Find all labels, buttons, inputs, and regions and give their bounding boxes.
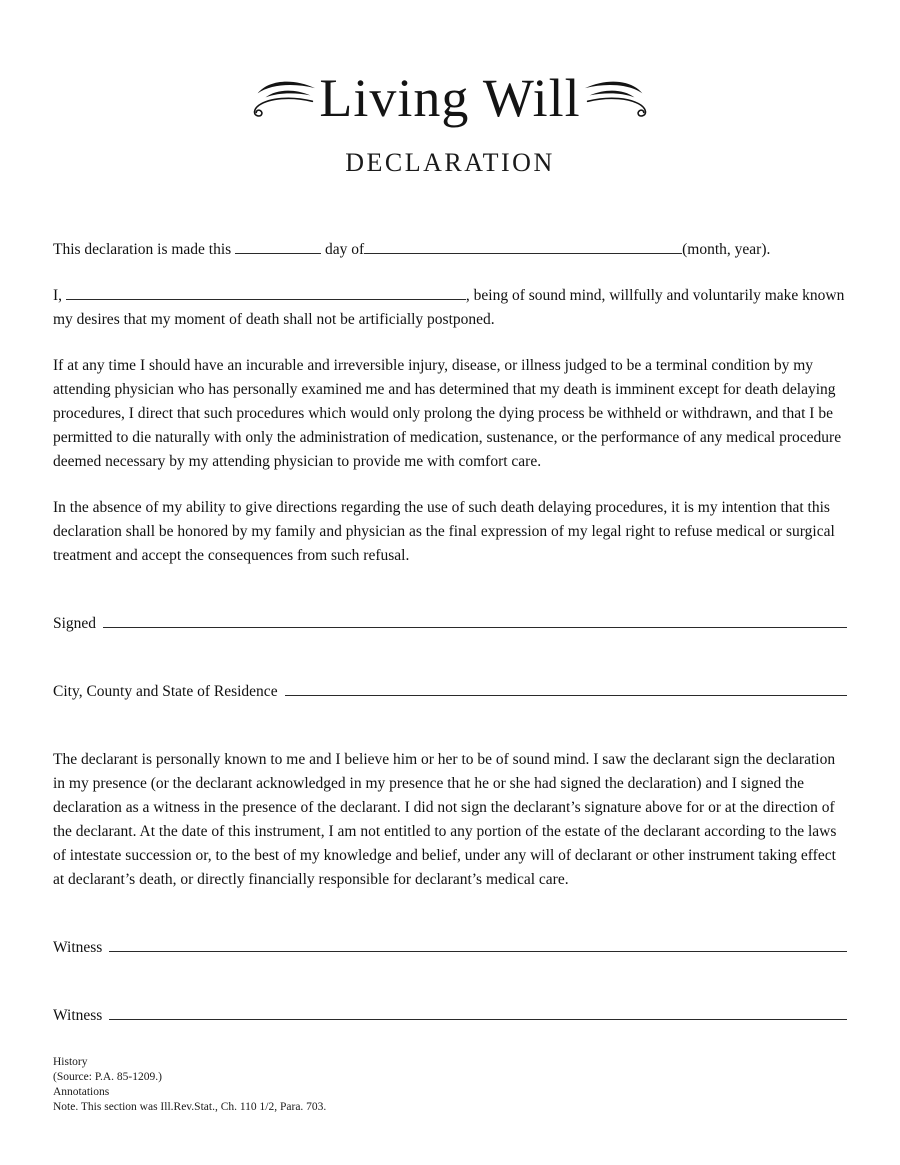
signed-blank-field <box>103 625 847 628</box>
witness-line-2 <box>53 1004 847 1028</box>
declarant-line-suffix: , being of sound mind, willfully and voluntarily make known my desires that my moment of death shall not be artificially postponed. <box>53 287 845 328</box>
day-blank-field <box>235 251 321 254</box>
flourish-right-icon <box>583 75 649 121</box>
witness-line-1 <box>53 936 847 960</box>
witness-statement-paragraph: The declarant is personally known to me and I believe him or her to be of sound mind. I saw the declarant sign the declaration in my presence (or the declarant acknowledged in my presence that he or she had signed the declaration) and I signed the declaration as a witness in the presence of the declarant. I did not sign the declarant’s signature above for or at the direction of the declarant. At the date of this instrument, I am not entitled to any portion of the estate of the declarant according to the laws of intestate succession or, to the best of my knowledge and belief, under any will of declarant or other instrument taking effect at declarant’s death, or directly financially responsible for declarant’s medical care. <box>53 751 837 888</box>
signed-line <box>53 612 847 636</box>
residence-label: City, County and State of Residence <box>53 683 278 700</box>
legal-footer <box>53 1055 326 1115</box>
footer-source: (Source: P.A. 85-1209.) <box>53 1071 162 1083</box>
footer-annotations-heading: Annotations <box>53 1086 110 1098</box>
footer-history-heading: History <box>53 1056 88 1068</box>
declarant-name-blank-field <box>66 297 466 300</box>
footer-note: Note. This section was Ill.Rev.Stat., Ch. 110 1/2, Para. 703. <box>53 1101 327 1113</box>
witness-label-2: Witness <box>53 1007 103 1024</box>
title-row <box>53 0 847 128</box>
declarant-line-prefix: I, <box>53 287 63 304</box>
terminal-condition-paragraph: If at any time I should have an incurable and irreversible injury, disease, or illness judged to be a terminal condition by my attending physician who has personally examined me and has determined that my death is imminent except for death delaying procedures, I direct that such procedures which would only prolong the dying process be withheld or withdrawn, and that I be permitted to die naturally with only the administration of medication, sustenance, or the performance of any medical procedure deemed necessary by my attending physician to provide me with comfort care. <box>53 357 842 470</box>
month-year-blank-field <box>364 251 682 254</box>
witness-blank-field-2 <box>109 1017 847 1020</box>
residence-blank-field <box>285 693 847 696</box>
witness-label-1: Witness <box>53 939 103 956</box>
date-line-suffix: (month, year). <box>682 241 771 258</box>
signed-label: Signed <box>53 615 97 632</box>
date-line <box>53 238 847 262</box>
document-subtitle: DECLARATION <box>345 148 555 177</box>
residence-line <box>53 680 847 704</box>
date-line-prefix: This declaration is made this <box>53 241 232 258</box>
document-header <box>53 0 847 178</box>
declarant-line <box>53 284 847 332</box>
flourish-left-icon <box>251 75 317 121</box>
intention-paragraph: In the absence of my ability to give directions regarding the use of such death delaying procedures, it is my intention that this declaration shall be honored by my family and physician as the final expression of my legal right to refuse medical or surgical treatment and accept the consequences from such refusal. <box>53 499 835 564</box>
witness-blank-field-1 <box>109 949 847 952</box>
date-line-middle: day of <box>324 241 365 258</box>
page-title: Living Will <box>319 68 581 128</box>
